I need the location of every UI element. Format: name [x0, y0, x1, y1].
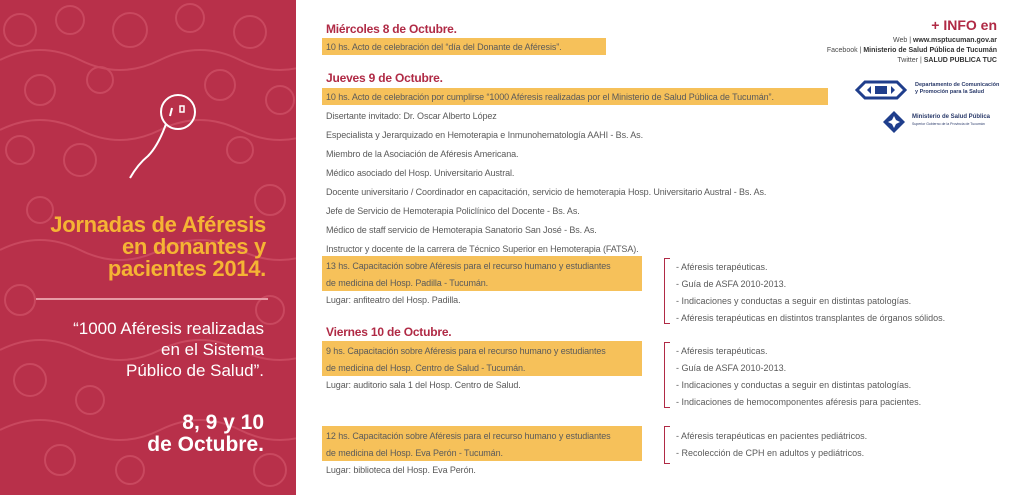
topic-item: - Indicaciones y conductas a seguir en distintas patologías. [676, 296, 912, 306]
session-line: 13 hs. Capacitación sobre Aféresis para el recurso humano y estudiantes [326, 261, 611, 271]
day-heading: Viernes 10 de Octubre. [326, 325, 452, 339]
topic-item: - Recolección de CPH en adultos y pediátricos. [676, 448, 865, 458]
session-place: Lugar: auditorio sala 1 del Hosp. Centro de Salud. [326, 380, 521, 390]
session-line: de medicina del Hosp. Eva Perón - Tucumán. [326, 448, 503, 458]
schedule [296, 0, 1024, 495]
day-heading: Miércoles 8 de Octubre. [326, 22, 457, 36]
session-line: 9 hs. Capacitación sobre Aféresis para el recurso humano y estudiantes [326, 346, 606, 356]
department-logo-text [915, 82, 1005, 96]
topic-item: - Indicaciones y conductas a seguir en distintas patologías. [676, 380, 912, 390]
speaker-line: Miembro de la Asociación de Aféresis Americana. [326, 149, 519, 159]
session-line: de medicina del Hosp. Centro de Salud - Tucumán. [326, 363, 526, 373]
session-place: Lugar: anfiteatro del Hosp. Padilla. [326, 295, 461, 305]
topic-bracket [664, 342, 670, 408]
title-line: en donantes y [121, 234, 266, 259]
session-place: Lugar: biblioteca del Hosp. Eva Perón. [326, 465, 476, 475]
speaker-line: Médico de staff servicio de Hemoterapia Sanatorio San José - Bs. As. [326, 225, 597, 235]
speaker-line: Jefe de Servicio de Hemoterapia Policlínico del Docente - Bs. As. [326, 206, 580, 216]
event-title [30, 214, 266, 280]
divider [36, 298, 268, 300]
topic-item: - Guía de ASFA 2010-2013. [676, 363, 787, 373]
info-facebook-label: Facebook | [826, 47, 862, 54]
info-twitter-link[interactable]: SALUD PUBLICA TUC [923, 57, 997, 64]
speaker-line: Especialista y Jerarquizado en Hemoterapia e Inmunohematología AAHI - Bs. As. [326, 130, 643, 140]
quote-line: “1000 Aféresis realizadas [73, 319, 264, 338]
topic-bracket [664, 258, 670, 324]
day-heading: Jueves 9 de Octubre. [326, 71, 443, 85]
info-title: + INFO en [931, 17, 997, 33]
speaker-line: Docente universitario / Coordinador en capacitación, servicio de hemoterapia Hosp. Universitario Austral - Bs. As. [326, 187, 767, 197]
balloon-icon [128, 86, 198, 186]
logo-text-line: Superior Gobierno de la Provincia de Tucumán [912, 122, 985, 126]
info-web-link[interactable]: www.msptucuman.gov.ar [912, 37, 997, 44]
event-dates [120, 412, 264, 456]
dates-line: de Octubre. [147, 433, 264, 456]
info-web [893, 36, 997, 45]
event-quote [40, 318, 264, 381]
info-web-label: Web | [893, 37, 912, 44]
session-line: 12 hs. Capacitación sobre Aféresis para el recurso humano y estudiantes [326, 431, 611, 441]
topic-item: - Aféresis terapéuticas en distintos transplantes de órganos sólidos. [676, 313, 946, 323]
session-line: de medicina del Hosp. Padilla - Tucumán. [326, 278, 489, 288]
topic-bracket [664, 426, 670, 464]
highlight-text: 10 hs. Acto de celebración por cumplirse “1000 Aféresis realizadas por el Ministerio de Salud Pública de Tucumán”. [326, 92, 774, 102]
info-twitter-label: Twitter | [897, 57, 922, 64]
ministry-logo-text [912, 114, 990, 128]
department-logo-icon [855, 78, 907, 102]
quote-line: en el Sistema [161, 340, 264, 359]
topic-item: - Indicaciones de hemocomponentes aféresis para pacientes. [676, 397, 922, 407]
info-facebook-link[interactable]: Ministerio de Salud Pública de Tucumán [863, 47, 997, 54]
title-line: Jornadas de Aféresis [50, 212, 266, 237]
info-twitter [897, 56, 997, 65]
info-facebook [827, 46, 997, 55]
logo-text-line: y Promoción para la Salud [915, 89, 985, 95]
dates-line: 8, 9 y 10 [182, 411, 264, 434]
topic-item: - Aféresis terapéuticas. [676, 262, 768, 272]
speaker-line: Médico asociado del Hosp. Universitario Austral. [326, 168, 515, 178]
highlight-text: 10 hs. Acto de celebración del “día del Donante de Aféresis”. [326, 42, 562, 52]
ministry-logo-icon [882, 110, 906, 134]
event-banner [0, 0, 296, 495]
speaker-line: Disertante invitado: Dr. Oscar Alberto López [326, 111, 497, 121]
topic-item: - Guía de ASFA 2010-2013. [676, 279, 787, 289]
quote-line: Público de Salud”. [126, 361, 264, 380]
topic-item: - Aféresis terapéuticas en pacientes pediátricos. [676, 431, 868, 441]
title-line: pacientes 2014. [107, 256, 266, 281]
logo-text-line: Ministerio de Salud Pública [912, 114, 991, 120]
logo-text-line: Departamento de Comunicación [915, 82, 1000, 88]
speaker-line: Instructor y docente de la carrera de Técnico Superior en Hemoterapia (FATSA). [326, 244, 639, 254]
topic-item: - Aféresis terapéuticas. [676, 346, 768, 356]
